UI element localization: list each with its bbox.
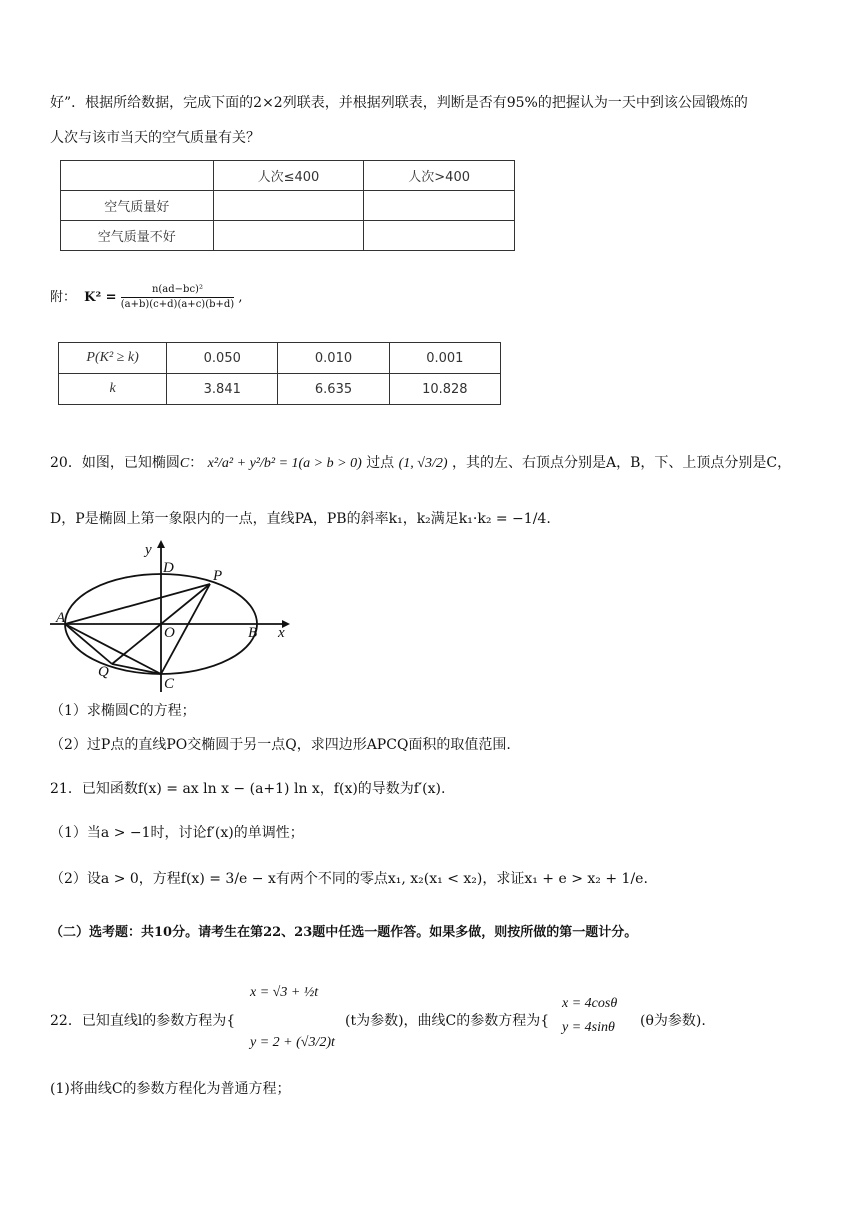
label-C: C xyxy=(164,676,175,692)
table-cell: 3.841 xyxy=(167,374,278,405)
q20-vertices: ，其的左、右顶点分别是A，B，下、上顶点分别是C， xyxy=(452,455,792,471)
q21-part2: （2）设a > 0，方程f(x) = 3/e − x有两个不同的零点x₁, x₂(x₁ < x₂)，求证x₁ + e > x₂ + 1/e. xyxy=(50,871,648,887)
q20-part2: （2）过P点的直线PO交椭圆于另一点Q，求四边形APCQ面积的取值范围. xyxy=(50,737,511,753)
q21-line1: 21．已知函数f(x) = ax ln x − (a+1) ln x，f(x)的导数为f′(x). xyxy=(50,781,446,797)
label-A: A xyxy=(56,610,66,626)
q19-line1: 好”．根据所给数据，完成下面的2×2列联表，并根据列联表，判断是否有95%的把握认为一天中到该公园锻炼的 xyxy=(50,95,748,111)
point-coords: (1, √3/2) xyxy=(398,456,448,471)
table-cell xyxy=(213,191,364,221)
q19-line2: 人次与该市当天的空气质量有关？ xyxy=(50,130,260,146)
table-cell xyxy=(364,191,515,221)
table-row-label: 空气质量好 xyxy=(61,191,214,221)
table-cell: 0.001 xyxy=(389,343,500,374)
ellipse-figure xyxy=(40,538,300,694)
formula-prefix: 附： xyxy=(50,290,77,305)
table-header-cell: 人次≤400 xyxy=(213,161,364,191)
segment-AP xyxy=(65,584,210,624)
segment-AC xyxy=(65,624,161,674)
label-P: P xyxy=(213,568,223,584)
table-cell: 0.010 xyxy=(278,343,389,374)
y-axis-arrow xyxy=(157,540,165,548)
table-cell: 6.635 xyxy=(278,374,389,405)
k2-formula xyxy=(50,283,242,312)
curve-y-equation: y = 4sinθ xyxy=(562,1020,615,1035)
q20-intro: 20．如图，已知椭圆 xyxy=(50,455,180,471)
critical-value-table xyxy=(58,342,501,405)
q20-pass-through: 过点 xyxy=(366,455,395,471)
table-cell: 10.828 xyxy=(389,374,500,405)
label-x: x xyxy=(278,625,285,641)
q20-line2: D，P是椭圆上第一象限内的一点，直线PA，PB的斜率k₁，k₂满足k₁·k₂ = −1/4. xyxy=(50,511,551,527)
formula-denominator: (a+b)(c+d)(a+c)(b+d) xyxy=(120,299,235,310)
table-row-label: k xyxy=(59,374,167,405)
colon: ： xyxy=(189,455,204,471)
formula-fraction xyxy=(121,283,234,312)
ellipse-name: C xyxy=(179,456,190,471)
label-Q: Q xyxy=(98,664,109,680)
q20-part1: （1）求椭圆C的方程； xyxy=(50,703,196,719)
section-heading: （二）选考题：共10分。请考生在第22、23题中任选一题作答。如果多做，则按所做的第一题计分。 xyxy=(50,925,638,940)
ellipse-equation: x²/a² + y²/b² = 1(a > b > 0) xyxy=(207,456,362,471)
contingency-table xyxy=(60,160,515,251)
table-cell xyxy=(364,221,515,251)
formula-lhs: K² = xyxy=(84,290,117,305)
q22-suffix: (θ为参数). xyxy=(640,1013,706,1029)
label-B: B xyxy=(248,625,258,641)
line-y-equation: y = 2 + (√3/2)t xyxy=(250,1035,335,1050)
q22-prefix: 22．已知直线l的参数方程为{ xyxy=(50,1013,236,1029)
curve-x-equation: x = 4cosθ xyxy=(562,996,618,1011)
q22-part1: (1)将曲线C的参数方程化为普通方程； xyxy=(50,1081,291,1097)
q20-line1 xyxy=(50,452,791,472)
formula-numerator: n(ad−bc)² xyxy=(121,283,234,298)
table-cell: 0.050 xyxy=(167,343,278,374)
label-O: O xyxy=(164,625,175,641)
table-header-cell xyxy=(61,161,214,191)
label-y: y xyxy=(145,542,152,558)
table-row-label: 空气质量不好 xyxy=(61,221,214,251)
line-x-equation: x = √3 + ½t xyxy=(250,985,319,1000)
label-D: D xyxy=(163,560,174,576)
q21-part1: （1）当a > −1时，讨论f′(x)的单调性； xyxy=(50,825,304,841)
table-cell xyxy=(213,221,364,251)
table-row-label: P(K² ≥ k) xyxy=(59,343,167,374)
formula-suffix: , xyxy=(238,290,243,305)
table-header-cell: 人次>400 xyxy=(364,161,515,191)
q22-middle: (t为参数)，曲线C的参数方程为{ xyxy=(345,1013,550,1029)
